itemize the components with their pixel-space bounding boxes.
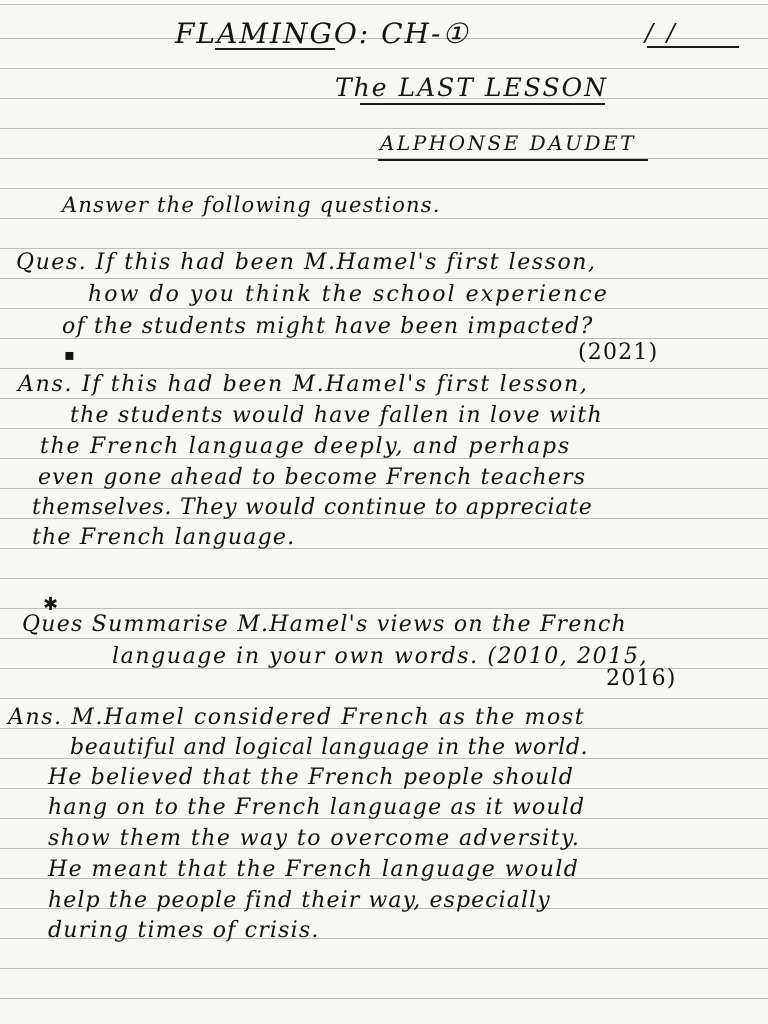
answer-1-line-2: the students would have fallen in love with xyxy=(70,403,603,428)
answer-1-line-5: themselves. They would continue to appreciate xyxy=(32,495,593,520)
date-blank: / / xyxy=(645,19,678,47)
author-name: ALPHONSE DAUDET xyxy=(380,131,636,155)
answer-2-line-1: Ans. M.Hamel considered French as the most xyxy=(8,705,586,730)
question-1-line-1: Ques. If this had been M.Hamel's first lesson, xyxy=(16,250,597,275)
author-underline xyxy=(378,159,648,161)
instruction-text: Answer the following questions. xyxy=(62,193,441,217)
answer-2-line-6: He meant that the French language would xyxy=(48,857,580,882)
answer-2-line-7: help the people find their way, especially xyxy=(48,888,551,913)
chapter-heading: FLAMINGO: CH-① xyxy=(175,17,470,50)
question-2-line-1: Ques Summarise M.Hamel's views on the French xyxy=(22,612,627,637)
answer-1-line-3: the French language deeply, and perhaps xyxy=(40,434,571,459)
question-1-year: (2021) xyxy=(578,340,659,365)
question-2-line-3: 2016) xyxy=(606,666,677,691)
answer-2-line-8: during times of crisis. xyxy=(48,918,320,943)
lesson-title: The LAST LESSON xyxy=(335,73,608,102)
question-2-line-2: language in your own words. (2010, 2015, xyxy=(112,644,649,669)
date-underline xyxy=(647,46,739,48)
answer-1-line-1: Ans. If this had been M.Hamel's first lesson, xyxy=(18,372,589,397)
answer-2-line-3: He believed that the French people should xyxy=(48,765,575,790)
answer-2-line-2: beautiful and logical language in the world. xyxy=(70,735,589,760)
answer-2-line-4: hang on to the French language as it would xyxy=(48,795,586,820)
asterisk-mark: ✱ xyxy=(43,594,59,615)
chapter-heading-underline xyxy=(215,48,335,50)
answer-2-line-5: show them the way to overcome adversity. xyxy=(48,826,581,851)
question-1-line-2: how do you think the school experience xyxy=(88,282,609,307)
ink-mark: ▪ xyxy=(64,345,75,364)
answer-1-line-4: even gone ahead to become French teachers xyxy=(38,465,587,490)
question-1-line-3: of the students might have been impacted? xyxy=(62,314,594,339)
answer-1-line-6: the French language. xyxy=(32,525,296,550)
lesson-title-underline xyxy=(360,103,605,105)
